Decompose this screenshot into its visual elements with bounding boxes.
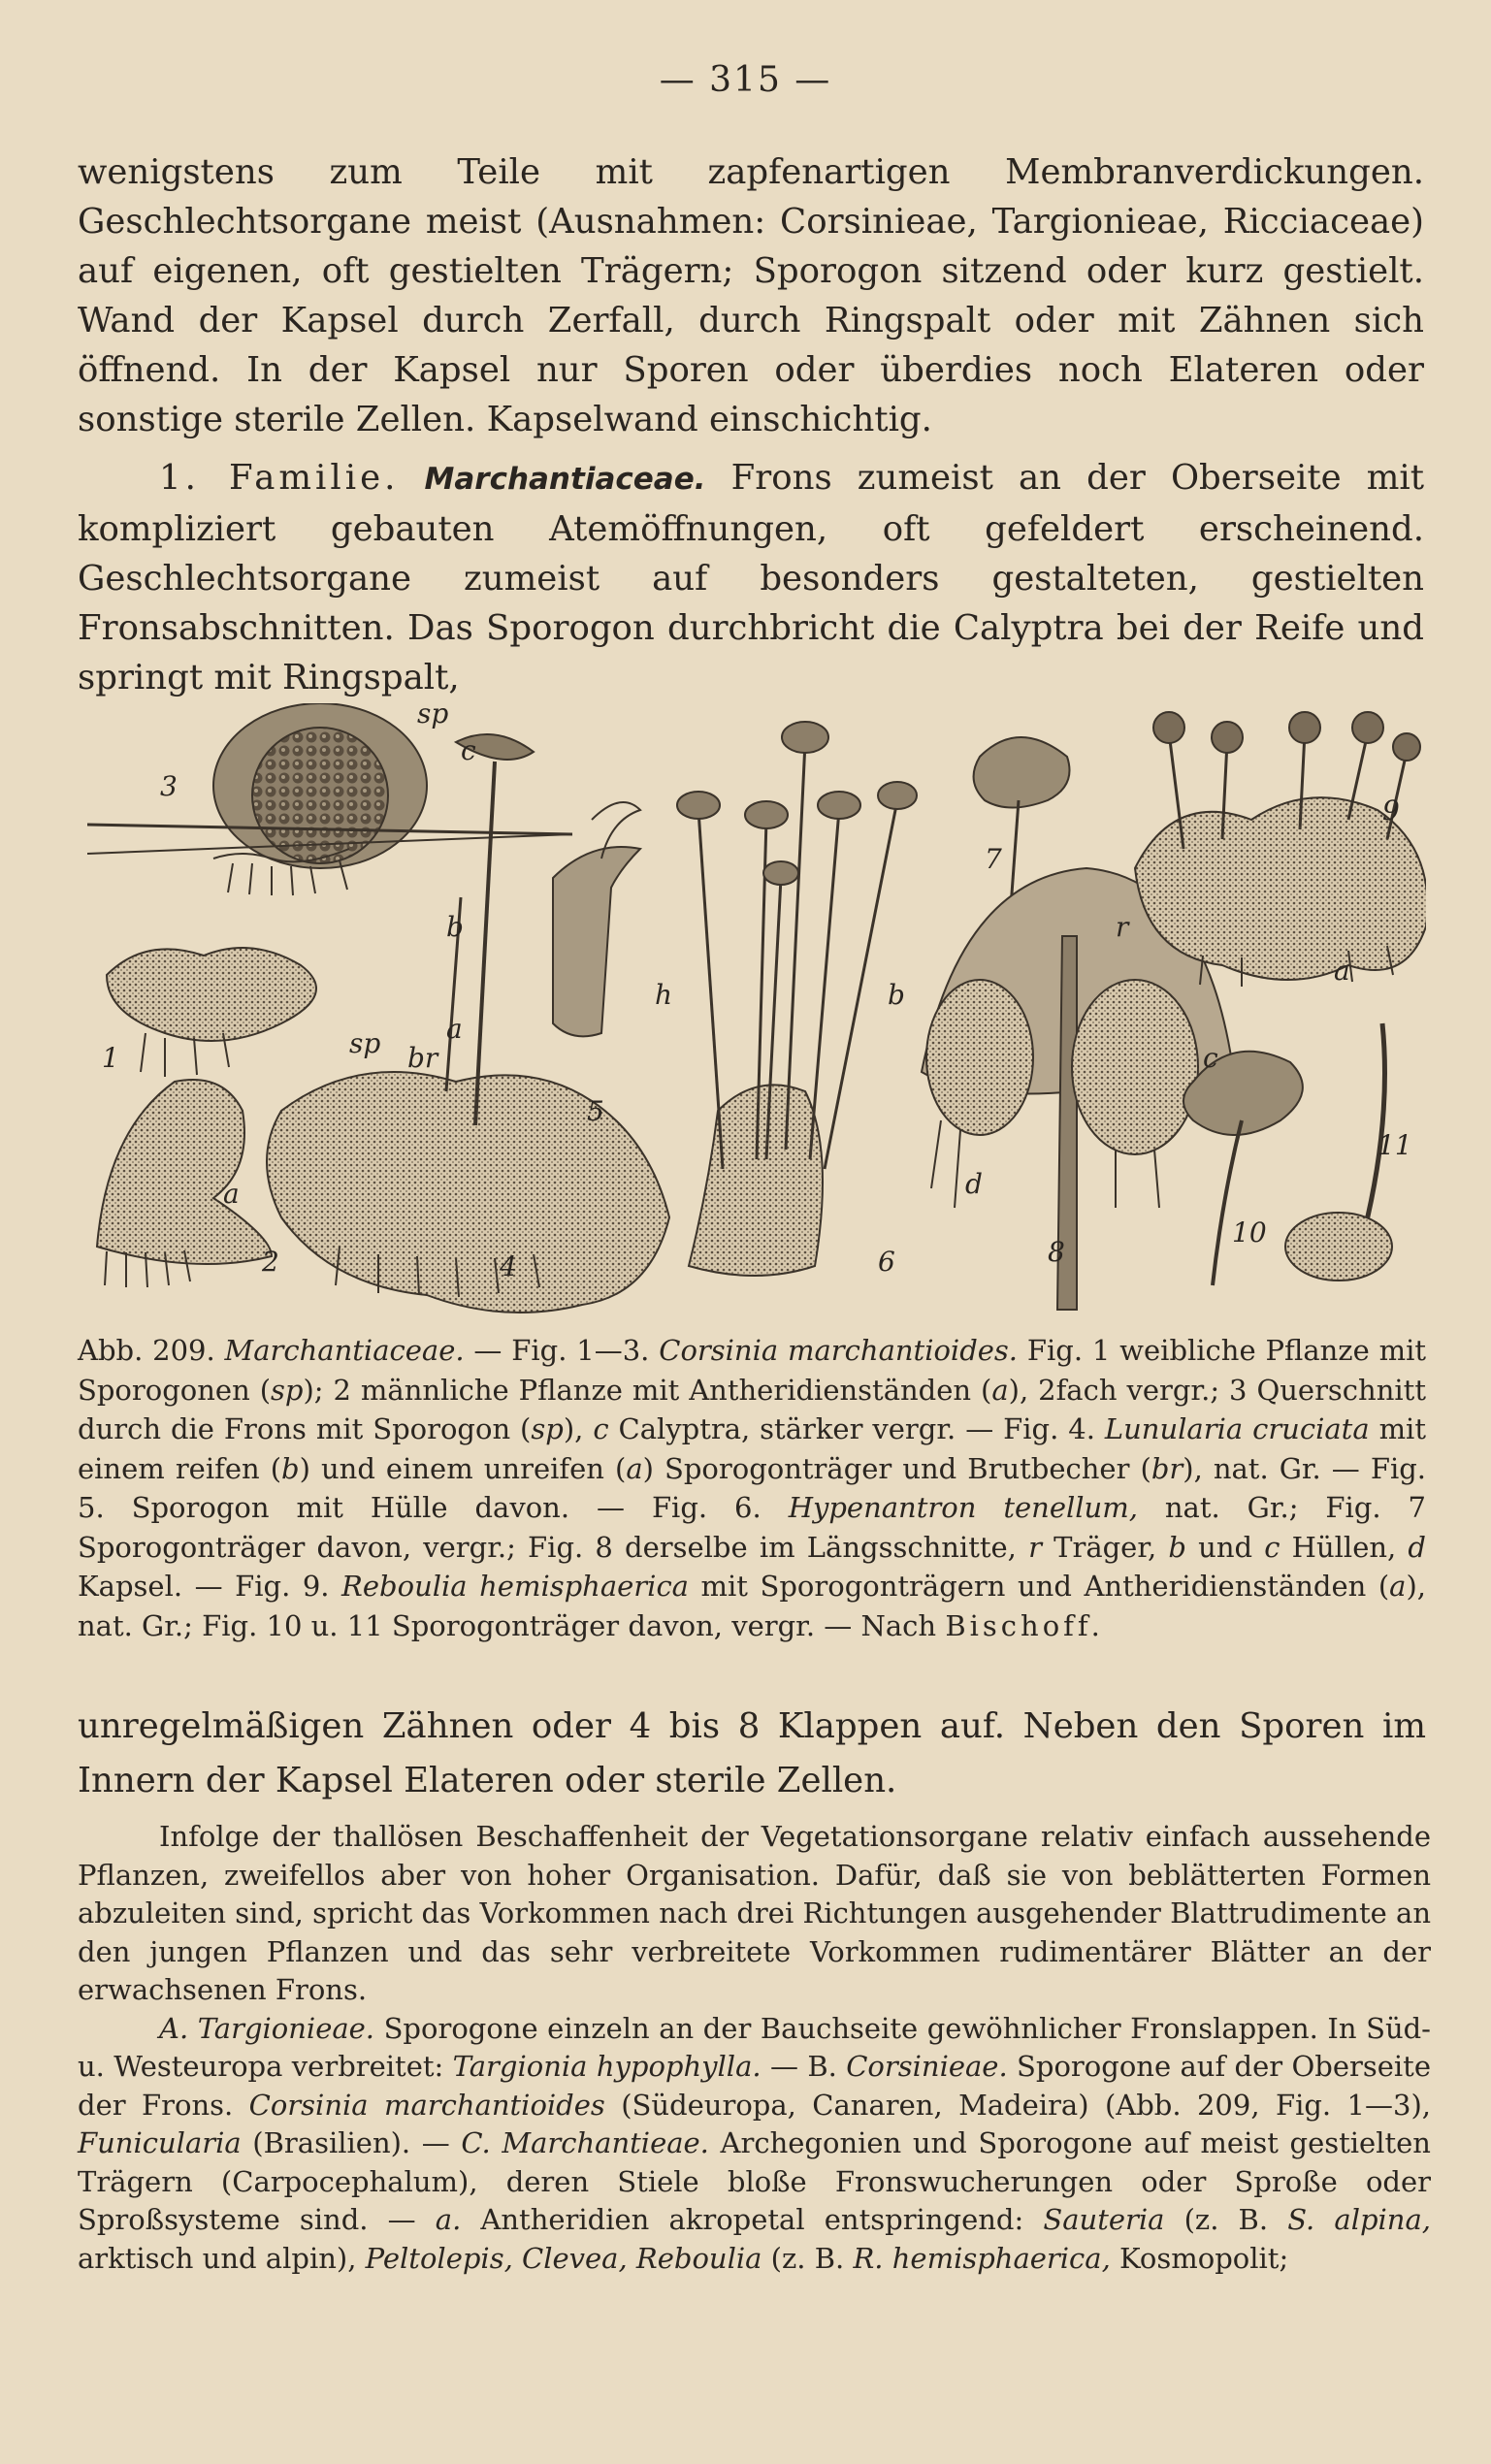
species-name: Funicularia [78,2126,242,2159]
fig-label: a [223,1178,240,1210]
fig-label: 3 [160,770,178,802]
caption-species: Corsinia marchantioides. [659,1334,1019,1367]
caption-family: Marchantiaceae. [224,1334,465,1367]
fig-label: a [446,1013,463,1045]
paragraph-intro [78,147,1424,444]
fig-label: h [655,979,673,1011]
fig-label: sp [349,1027,381,1059]
fig-label: 11 [1378,1129,1412,1161]
small-text: — B. [761,2050,847,2083]
caption-text: Calyptra, stärker vergr. — Fig. 4. [608,1412,1105,1445]
fig-label: r [1116,911,1129,943]
caption-text: ), [563,1412,594,1445]
fig-label: 4 [500,1250,517,1282]
fig2-plant [97,1080,272,1264]
caption-abbrev: a [991,1373,1009,1407]
caption-abbrev: sp [271,1373,304,1407]
caption-text: nat. Gr.; Fig. 7 Sporogonträger davon, vergr.; Fig. 8 derselbe im Längsschnitte, [78,1491,1427,1564]
group-name: C. Marchantieae. [461,2126,709,2159]
small-text: (z. B. [1164,2203,1288,2236]
fig6-plant [677,722,917,1276]
caption-text: und [1185,1530,1265,1564]
caption-text: — Fig. 1—3. [473,1334,650,1367]
fig-label: 2 [262,1246,279,1278]
fig-label: c [461,734,476,766]
caption-text: mit Sporogonträgern und Antheridienständen ( [688,1570,1390,1603]
caption-text: Fig. 1 weibliche Pflanze mit Sporogonen ( [78,1334,1427,1407]
caption-abbrev: b [1168,1530,1186,1564]
fig1-plant [107,948,316,1041]
small-text: Antheridien akropetal entspringend: [461,2203,1044,2236]
fig-label: d [965,1168,983,1200]
family-number: 1. Familie. [159,458,400,498]
species-name: Peltolepis, Clevea, Reboulia [365,2241,762,2275]
paragraph-family [78,453,1424,702]
fig-label: a [1334,955,1350,987]
fig-label: sp [417,703,449,729]
fig-label: 7 [985,843,1002,875]
species-name: S. alpina, [1287,2203,1431,2236]
small-print-section [78,1818,1431,2278]
caption-abbrev: r [1028,1530,1042,1564]
fig-label: b [446,911,464,943]
small-text: (Südeuropa, Canaren, Madeira) (Abb. 209, Fig. 1—3), [604,2088,1431,2122]
small-text: arktisch und alpin), [78,2241,366,2275]
caption-text: Kapsel. — Fig. 9. [78,1570,342,1603]
caption-text: Hüllen, [1280,1530,1409,1564]
fig-label: c [1203,1042,1218,1074]
small-text: Kosmopolit; [1110,2241,1289,2275]
species-name: Corsinia marchantioides [248,2088,605,2122]
paragraph-intro-text: wenigstens zum Teile mit zapfenartigen Membranverdickungen. Geschlechtsorgane meist (Ausnahmen: Corsinieae, Targionieae, Ricciaceae) auf eigenen, oft gestielten Trägern; Sporogon sitzend oder kurz gestielt. Wand der Kapsel durch Zerfall, durch Ringspalt oder mit Zähnen sich öffnend. In der Kapsel nur Sporen oder überdies noch Elateren oder sonstige sterile Zellen. Kapselwand einschichtig. [78,152,1424,439]
small-text: Archegonien und Sporogone auf meist gestielten Trägern (Carpocephalum), deren Stiele bloße Fronswucherungen oder Sproße oder Sproßsysteme sind. — [78,2126,1431,2236]
fig-label: 6 [878,1246,895,1278]
caption-author: Bischoff. [945,1608,1104,1642]
fig4-plant [267,1072,669,1313]
caption-abbrev: a [626,1451,643,1485]
caption-text: ), nat. Gr.; Fig. 10 u. 11 Sporogonträger davon, vergr. — Nach [78,1570,1426,1642]
paragraph-continuation [78,1700,1426,1808]
caption-abbrev: sp [531,1412,564,1445]
family-name: Marchantiaceae. [424,462,706,497]
fig5-sporogon [553,847,640,1036]
fig-label: 5 [587,1095,604,1127]
species-name: R. hemisphaerica, [853,2241,1111,2275]
caption-text: Träger, [1041,1530,1169,1564]
caption-abbrev: br [1151,1451,1183,1485]
small-text: (Brasilien). — [241,2126,462,2159]
figure-caption [78,1331,1426,1645]
species-name: Sauteria [1043,2203,1165,2236]
caption-abbrev: a [1389,1570,1407,1603]
fig-label: b [888,979,905,1011]
small-text: (z. B. [762,2241,854,2275]
caption-figure-number: Abb. 209. [78,1334,215,1367]
fig9-plant [1135,712,1426,987]
page-number: — 315 — [659,60,832,100]
group-name: Corsinieae. [846,2050,1008,2083]
family-text: Frons zumeist an der Oberseite mit kompliziert gebauten Atemöffnungen, oft gefeldert erscheinend. Geschlechtsorgane zumeist auf besonders gestalteten, gestielten Fronsabschnitten. Das Sporogon durchbricht die Calyptra bei der Reife und springt mit Ringspalt, [78,458,1424,697]
fig-label: 8 [1048,1236,1065,1268]
small-paragraph-1: Infolge der thallösen Beschaffenheit der Vegetationsorgane relativ einfach aussehende Pflanzen, zweifellos aber von hoher Organisation. Dafür, daß sie von beblätterten Formen abzuleiten sind, spricht das Vorkommen nach drei Richtungen ausgehender Blattrudimente an den jungen Pflanzen und das sehr verbreitete Vorkommen rudimentärer Blätter an der erwachsenen Frons. [78,1820,1431,2006]
caption-species: Reboulia hemisphaerica [341,1570,689,1603]
fig7-carrier [974,737,1070,808]
caption-text: ), nat. Gr. — Fig. 5. Sporogon mit Hülle davon. — Fig. 6. [78,1451,1427,1524]
group-name: a. [435,2203,462,2236]
caption-text: ) Sporogonträger und Brutbecher ( [642,1451,1151,1485]
small-text: Sporogone einzeln an der Bauchseite gewöhnlicher Fronslappen. In Süd- u. Westeuropa verbreitet: [78,2011,1431,2083]
species-name: Targionia hypophylla. [452,2050,762,2083]
paragraph-continuation-text: unregelmäßigen Zähnen oder 4 bis 8 Klappen auf. Neben den Sporen im Innern der Kapsel Elateren oder sterile Zellen. [78,1706,1426,1800]
fig-label: 9 [1382,794,1400,827]
fig-label: 1 [102,1042,119,1074]
botanical-illustration [87,703,1426,1319]
small-text: Sporogone auf der Oberseite der Frons. [78,2050,1431,2122]
caption-species: Hypenantron tenellum, [788,1491,1138,1524]
caption-abbrev: c [593,1412,609,1445]
caption-abbrev: b [281,1451,300,1485]
group-name: A. Targionieae. [159,2011,375,2045]
fig-label: br [407,1042,438,1074]
illustration-drawing [87,703,1426,1319]
fig-label: 10 [1232,1216,1267,1248]
caption-abbrev: c [1264,1530,1280,1564]
caption-text: mit einem reifen ( [78,1412,1426,1485]
caption-species: Lunularia cruciata [1104,1412,1370,1445]
caption-text: ), 2fach vergr.; 3 Querschnitt durch die Frons mit Sporogon ( [78,1373,1426,1445]
small-paragraph-2 [78,2010,1431,2279]
caption-text: ); 2 männliche Pflanze mit Antheridienständen ( [303,1373,992,1407]
caption-abbrev: d [1408,1530,1426,1564]
caption-text: ) und einem unreifen ( [299,1451,627,1485]
